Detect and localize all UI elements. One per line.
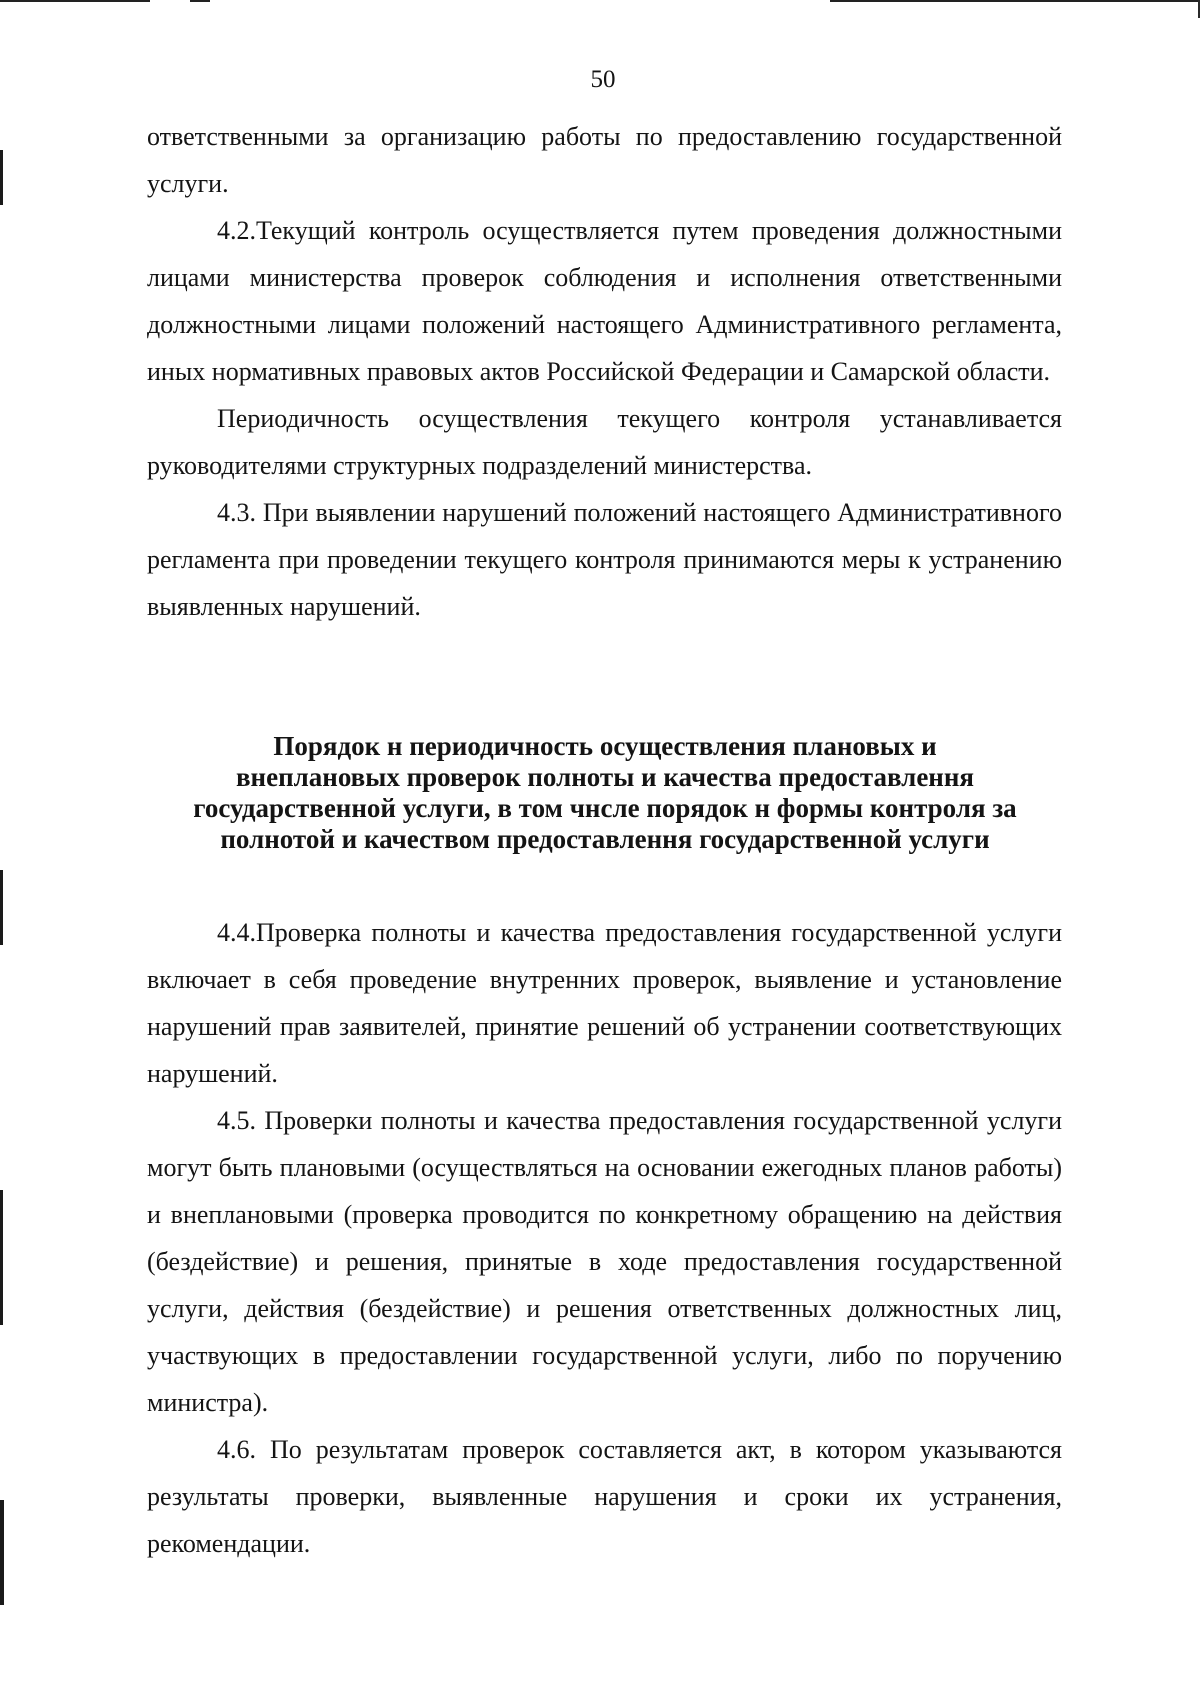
paragraph-periodicity: Периодичность осуществления текущего контроля устанавливается руководителями структурных подразделений министерства.	[147, 404, 1062, 480]
heading-line: внеплановых проверок полноты и качества предоставлення	[235, 762, 975, 792]
scan-edge-left	[0, 1500, 4, 1605]
page-number: 50	[590, 66, 616, 93]
section-heading	[130, 731, 1080, 855]
heading-line: полнотой и качеством предоставлення государственной услуги	[220, 824, 990, 854]
paragraph-4-6: 4.6. По результатам проверок составляется акт, в котором указываются результаты проверки, выявленные нарушения и сроки их устранения, рекомендации.	[147, 1435, 1062, 1558]
heading-line: государственной услуги, в том чнсле порядок н формы контроля за	[193, 793, 1017, 823]
paragraph-4-5: 4.5. Проверки полноты и качества предоставления государственной услуги могут быть плановыми (осуществляться на основании ежегодных планов работы) и внеплановыми (проверка проводится по конкретному обращению на действия (бездействие) и решения, принятые в ходе предоставления государственной услуги, действия (бездействие) и решения ответственных должностных лиц, участвующих в предоставлении государственной услуги, либо по поручению министра).	[147, 1106, 1062, 1417]
scan-edge-left	[0, 870, 3, 945]
scan-edge-left	[0, 1190, 3, 1325]
body-text-top	[147, 113, 1062, 630]
body-text-bottom	[147, 909, 1062, 1567]
paragraph-continuation: ответственными за организацию работы по предоставлению государственной услуги.	[147, 122, 1062, 198]
heading-line: Порядок н периодичность осуществления плановых и	[273, 731, 937, 761]
paragraph-4-4: 4.4.Проверка полноты и качества предоставления государственной услуги включает в себя проведение внутренних проверок, выявление и установление нарушений прав заявителей, принятие решений об устранении соответствующих нарушений.	[147, 918, 1062, 1088]
scan-edge-top	[0, 0, 1200, 2]
paragraph-4-2: 4.2.Текущий контроль осуществляется путем проведения должностными лицами министерства проверок соблюдения и исполнения ответственными должностными лицами положений настоящего Административного регламента, иных нормативных правовых актов Российской Федерации и Самарской области.	[147, 216, 1062, 386]
paragraph-4-3: 4.3. При выявлении нарушений положений настоящего Административного регламента при проведении текущего контроля принимаются меры к устранению выявленных нарушений.	[147, 498, 1062, 621]
scan-edge-left	[0, 150, 3, 205]
